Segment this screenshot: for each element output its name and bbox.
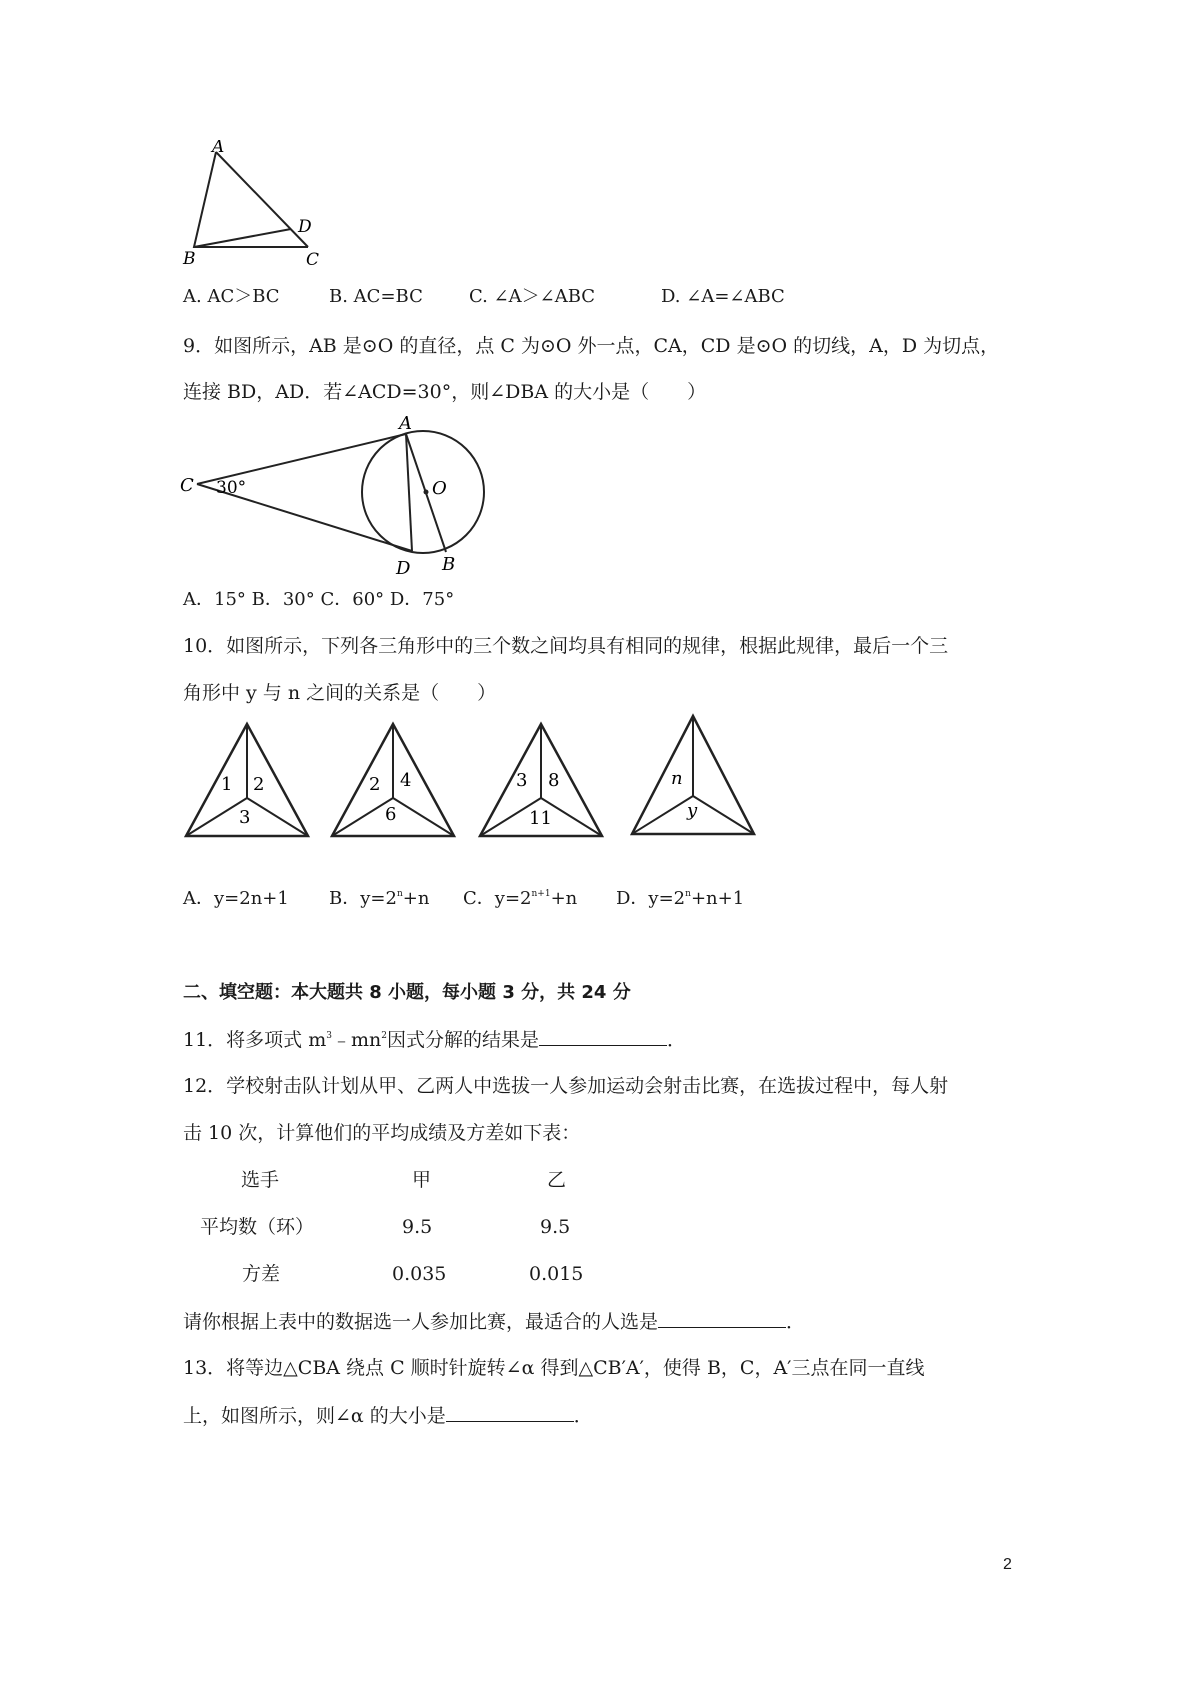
q10-triangle-2 bbox=[326, 712, 461, 847]
q9-circle-figure bbox=[176, 416, 496, 576]
q8-label-b: B bbox=[183, 249, 196, 269]
q9-angle-label: 30° bbox=[216, 478, 247, 498]
q10-t2-bottom: 6 bbox=[385, 804, 397, 825]
q10-t2-left: 2 bbox=[369, 774, 381, 795]
q10-t2-right: 4 bbox=[400, 770, 412, 791]
q10-t3-left: 3 bbox=[516, 770, 528, 791]
q10-option-d: D．$y=2^n+n+1$ bbox=[616, 888, 745, 909]
q10-t3-bottom: 11 bbox=[529, 808, 552, 829]
q9-options: A．15° B．30° C．60° D．75° bbox=[183, 589, 455, 610]
q12-question-line2: 击 10 次，计算他们的平均成绩及方差如下表： bbox=[183, 1122, 581, 1144]
section-2-heading: 二、填空题：本大题共 8 小题，每小题 3 分，共 24 分 bbox=[183, 982, 631, 1003]
q11-answer-blank[interactable] bbox=[539, 1025, 667, 1046]
table-row-variance-label: 方差 bbox=[242, 1263, 281, 1285]
q8-option-a: A. AC＞BC bbox=[183, 286, 280, 307]
q8-option-b: B. AC=BC bbox=[329, 286, 423, 307]
q12-answer-blank[interactable] bbox=[658, 1307, 786, 1328]
q13-answer-blank[interactable] bbox=[446, 1401, 574, 1422]
table-header-yi: 乙 bbox=[547, 1169, 567, 1191]
q13-question-line1: 13．将等边△CBA 绕点 C 顺时针旋转∠α 得到△CB′A′，使得 B，C，A′三点在同一直线 bbox=[183, 1357, 925, 1379]
q8-triangle-figure bbox=[180, 140, 350, 270]
q8-label-c: C bbox=[306, 250, 320, 270]
table-header-player: 选手 bbox=[241, 1169, 280, 1191]
q10-question-line1: 10．如图所示，下列各三角形中的三个数之间均具有相同的规律，根据此规律，最后一个三 bbox=[183, 635, 949, 657]
q10-triangle-3 bbox=[474, 712, 609, 847]
q11-question: 11．将多项式 $m^3﹣mn^2$因式分解的结果是 ． bbox=[183, 1025, 686, 1054]
table-row-variance-jia: 0.035 bbox=[392, 1263, 447, 1285]
table-row-mean-label: 平均数（环） bbox=[200, 1216, 315, 1238]
table-header-jia: 甲 bbox=[412, 1169, 432, 1191]
q10-t3-right: 8 bbox=[548, 770, 560, 791]
q10-t1-right: 2 bbox=[253, 774, 265, 795]
q10-option-c: C．$y=2^{n+1}+n$ bbox=[463, 888, 578, 909]
page-number: 2 bbox=[1003, 1556, 1012, 1573]
q8-label-a: A bbox=[212, 140, 225, 157]
q9-question-line1: 9．如图所示，AB 是⊙O 的直径，点 C 为⊙O 外一点，CA，CD 是⊙O 的切线，A，D 为切点， bbox=[183, 335, 1000, 357]
q12-question-line3: 请你根据上表中的数据选一人参加比赛，最适合的人选是 ． bbox=[183, 1307, 805, 1336]
q13-question-line2: 上，如图所示，则∠α 的大小是 ． bbox=[183, 1401, 593, 1430]
q9-label-d: D bbox=[396, 558, 411, 576]
table-row-mean-yi: 9.5 bbox=[540, 1216, 571, 1238]
q9-label-b: B bbox=[442, 554, 456, 575]
q10-triangle-4 bbox=[626, 706, 761, 847]
q8-option-c: C. ∠A＞∠ABC bbox=[469, 286, 596, 307]
q9-question-line2: 连接 BD，AD．若∠ACD=30°，则∠DBA 的大小是（ ） bbox=[183, 381, 707, 403]
table-row-mean-jia: 9.5 bbox=[402, 1216, 433, 1238]
q10-triangle-1 bbox=[180, 712, 315, 847]
q10-t4-bottom: y bbox=[687, 800, 698, 821]
table-row-variance-yi: 0.015 bbox=[529, 1263, 584, 1285]
q9-label-o: O bbox=[432, 478, 447, 499]
q10-t4-left: n bbox=[671, 768, 683, 789]
q10-t1-bottom: 3 bbox=[239, 807, 251, 828]
q8-option-d: D. ∠A=∠ABC bbox=[661, 286, 785, 307]
q10-question-line2: 角形中 y 与 n 之间的关系是（ ） bbox=[183, 682, 497, 704]
q8-label-d: D bbox=[298, 217, 312, 237]
q10-t1-left: 1 bbox=[221, 774, 233, 795]
q10-option-a: A．y=2n+1 bbox=[183, 888, 289, 909]
q9-label-c: C bbox=[180, 475, 194, 496]
q10-option-b: B．$y=2^n+n$ bbox=[329, 888, 430, 909]
q12-question-line1: 12．学校射击队计划从甲、乙两人中选拔一人参加运动会射击比赛，在选拔过程中，每人射 bbox=[183, 1075, 949, 1097]
q9-label-a: A bbox=[399, 416, 412, 434]
